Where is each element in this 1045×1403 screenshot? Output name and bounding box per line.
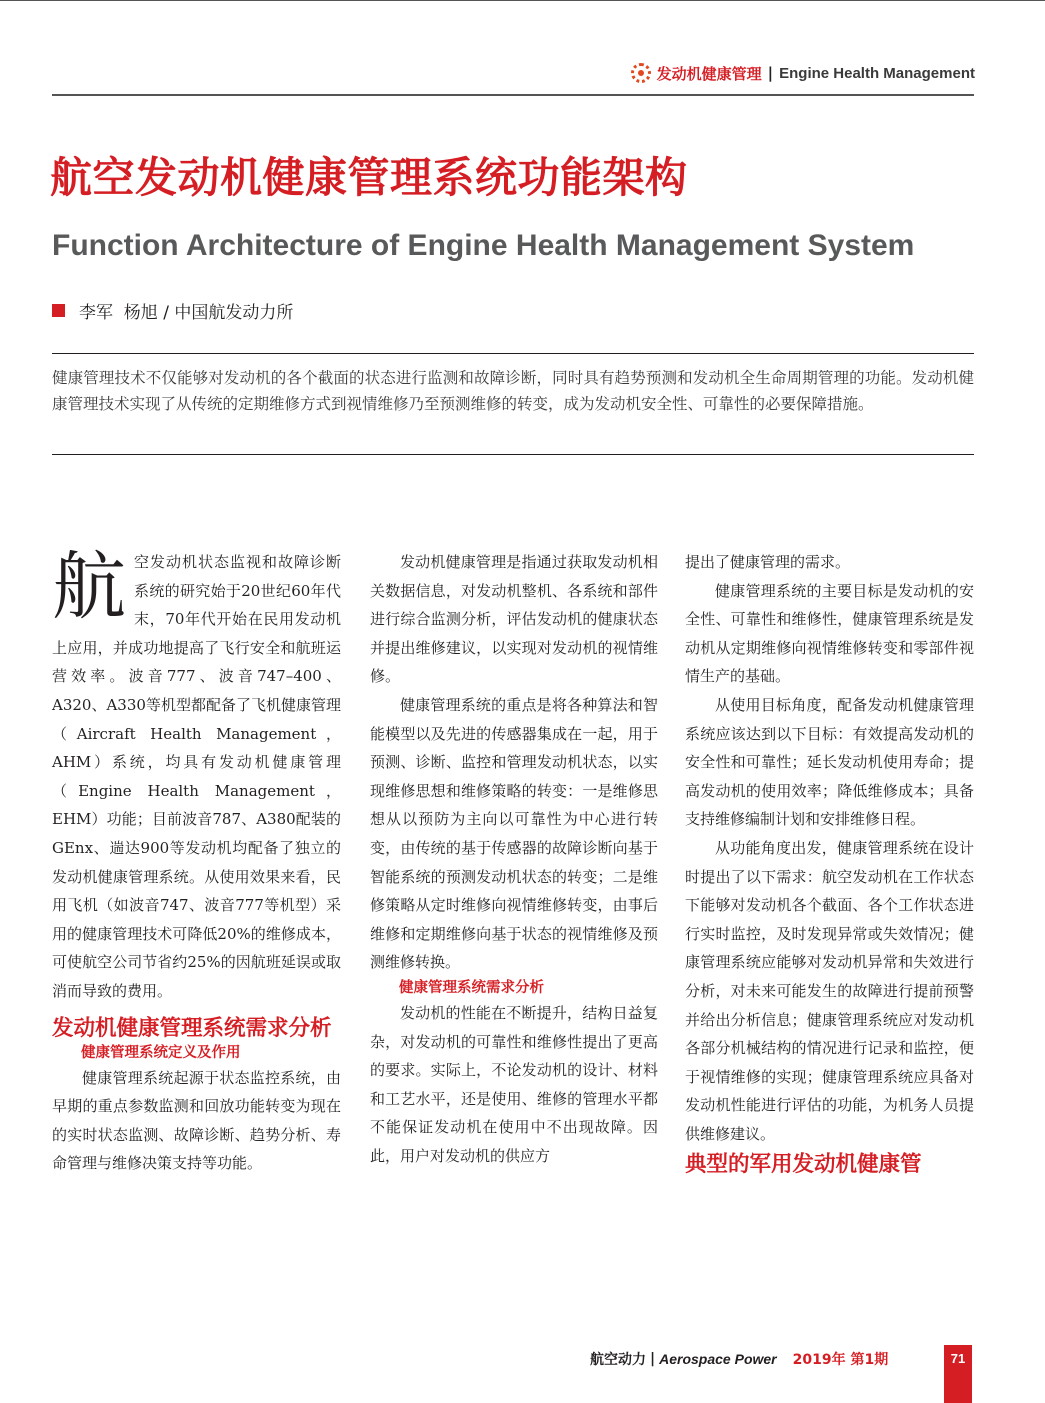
footer-journal-cn: 航空动力 bbox=[590, 1352, 646, 1368]
col3-para-continuation: 提出了健康管理的需求。 bbox=[685, 553, 851, 571]
footer bbox=[590, 1349, 888, 1369]
byline-square-icon bbox=[52, 304, 65, 317]
abstract: 健康管理技术不仅能够对发动机的各个截面的状态进行监测和故障诊断，同时具有趋势预测和发动机全生命周期管理的功能。发动机健康管理技术实现了从传统的定期维修方式到视情维修乃至预测维修的转变，成为发动机安全性、可靠性的必要保障措施。 bbox=[52, 369, 974, 413]
abstract-bottom-rule bbox=[52, 454, 974, 455]
col1-para-intro-text: 空发动机状态监视和故障诊断系统的研究始于20世纪60年代末，70年代开始在民用发动机上应用，并成功地提高了飞行安全和航班运营效率。波音777、波音747–400、A320、A330等机型都配备了飞机健康管理（Aircraft Health Management，AHM）系统，均具有发动机健康管理（Engine Health Management，EHM）功能；目前波音787、A380配装的GEnx、遄达900等发动机均配备了独立的发动机健康管理系统。从使用效果来看，民用飞机（如波音747、波音777等机型）采用的健康管理技术可降低20%的维修成本，可使航空公司节省约25%的因航班延误或取消而导致的费用。 bbox=[52, 553, 341, 1000]
section-heading-military: 典型的军用发动机健康管 bbox=[685, 1152, 922, 1178]
column-1 bbox=[52, 544, 341, 1178]
column-2 bbox=[370, 548, 658, 1170]
running-header bbox=[631, 62, 975, 84]
running-header-cn: 发动机健康管理 bbox=[656, 64, 762, 83]
col2-para-1: 发动机健康管理是指通过获取发动机相关数据信息，对发动机整机、各系统和部件进行综合监测分析，评估发动机的健康状态并提出维修建议，以实现对发动机的视情维修。 bbox=[370, 553, 658, 686]
abstract-top-rule bbox=[52, 353, 974, 354]
col2-para-2: 健康管理系统的重点是将各种算法和智能模型以及先进的传感器集成在一起，用于预测、诊断、监控和管理发动机状态，以实现维修思想和维修策略的转变：一是维修思想从以预防为主向以可靠性为中心进行转变，由传统的基于传感器的故障诊断向基于智能系统的预测发动机状态的转变；二是维修策略从定时维修向视情维修转变，由事后维修和定期维修向基于状态的视情维修及预测维修转换。 bbox=[370, 695, 658, 972]
footer-journal-en: Aerospace Power bbox=[659, 1351, 777, 1367]
header-rule bbox=[52, 94, 974, 96]
byline bbox=[52, 298, 293, 323]
page-number: 71 bbox=[944, 1345, 972, 1403]
col2-para-3: 发动机的性能在不断提升，结构日益复杂，对发动机的可靠性和维修性提出了更高的要求。实际上，不论发动机的设计、材料和工艺水平，还是使用、维修的管理水平都不能保证发动机在使用中不出现故障。因此，用户对发动机的供应方 bbox=[370, 1003, 658, 1165]
byline-text: 李军 杨旭 / 中国航发动力所 bbox=[79, 303, 294, 323]
footer-separator: | bbox=[650, 1351, 656, 1367]
page-top-rule bbox=[0, 0, 1045, 1]
running-header-separator: | bbox=[767, 64, 774, 82]
running-header-en: Engine Health Management bbox=[779, 64, 975, 82]
article-title-cn: 航空发动机健康管理系统功能架构 bbox=[50, 153, 688, 202]
section-heading-requirements: 发动机健康管理系统需求分析 bbox=[52, 1015, 332, 1041]
col1-para-intro bbox=[52, 544, 341, 1006]
subheading-requirement-analysis: 健康管理系统需求分析 bbox=[399, 979, 544, 996]
column-3 bbox=[685, 548, 974, 1178]
drop-cap: 航 bbox=[52, 544, 126, 630]
footer-issue: 2019年 第1期 bbox=[792, 1352, 889, 1368]
col3-para-2: 从使用目标角度，配备发动机健康管理系统应该达到以下目标：有效提高发动机的安全性和可靠性；延长发动机使用寿命；提高发动机的使用效率；降低维修成本；具备支持维修编制计划和安排维修日程。 bbox=[685, 695, 974, 829]
subheading-definition: 健康管理系统定义及作用 bbox=[81, 1044, 241, 1061]
col3-para-1: 健康管理系统的主要目标是发动机的安全性、可靠性和维修性，健康管理系统是发动机从定期维修向视情维修转变和零部件视情生产的基础。 bbox=[685, 581, 974, 686]
col1-para-definition: 健康管理系统起源于状态监控系统，由早期的重点参数监测和回放功能转变为现在的实时状态监测、故障诊断、趋势分析、寿命管理与维修决策支持等功能。 bbox=[52, 1068, 341, 1173]
article-title-en: Function Architecture of Engine Health Management System bbox=[52, 229, 915, 262]
col3-para-3: 从功能角度出发，健康管理系统在设计时提出了以下需求：航空发动机在工作状态下能够对发动机各个截面、各个工作状态进行实时监控，及时发现异常或失效情况；健康管理系统应能够对发动机异常和失效进行分析，对未来可能发生的故障进行提前预警并给出分析信息；健康管理系统应对发动机各部分机械结构的情况进行记录和监控，便于视情维修的实现；健康管理系统应具备对发动机性能进行评估的功能，为机务人员提供维修建议。 bbox=[685, 838, 974, 1143]
gear-logo-icon bbox=[631, 63, 651, 83]
